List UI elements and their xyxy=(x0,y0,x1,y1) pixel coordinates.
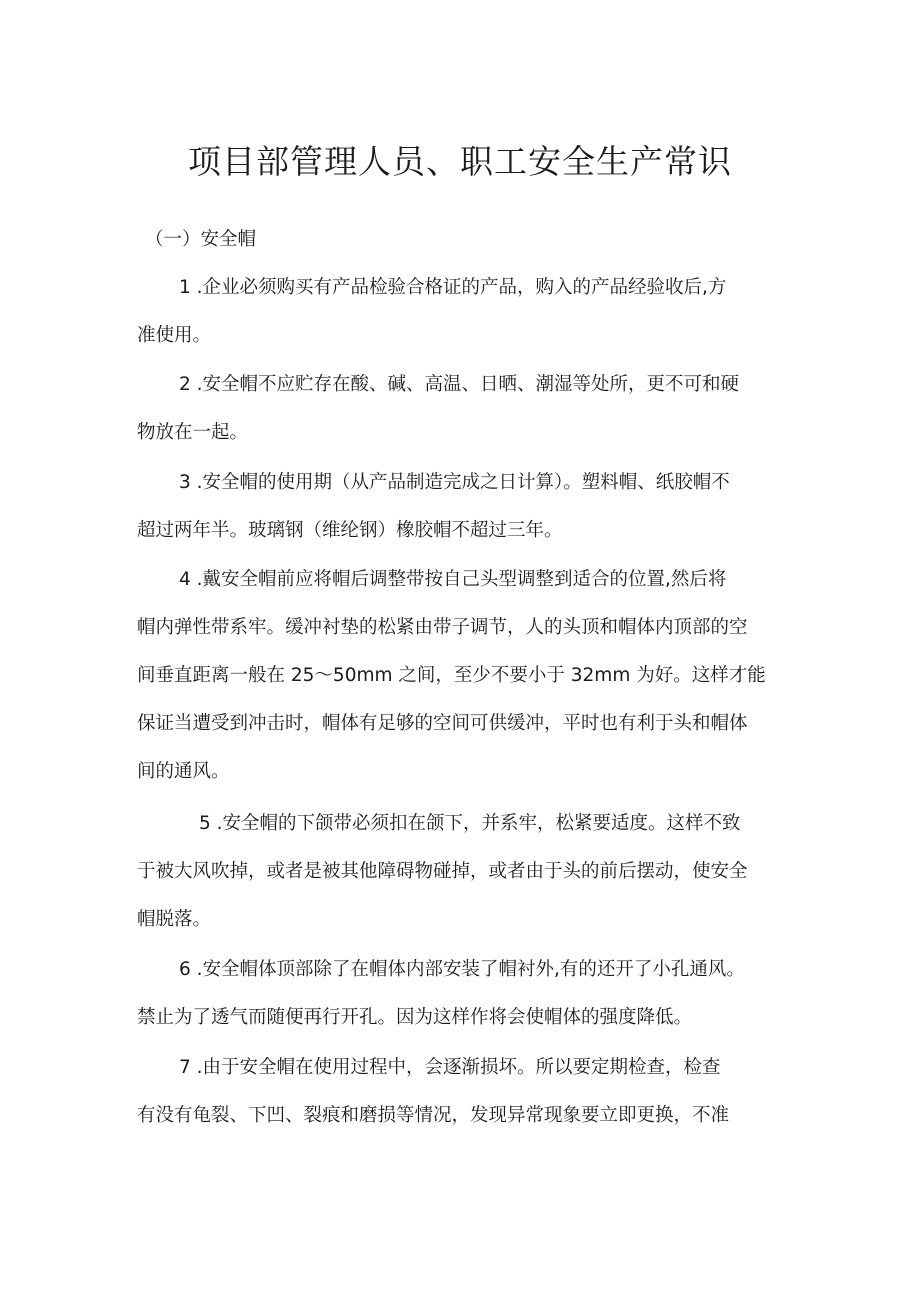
paragraph-line: 5 .安全帽的下颌带必须扣在颌下，并系牢，松紧要适度。这样不致 xyxy=(199,813,741,834)
list-item-7 xyxy=(137,1044,797,1140)
list-item-6 xyxy=(137,946,797,1042)
paragraph-line: 间的通风。 xyxy=(137,761,230,782)
paragraph-line: 1 .企业必须购买有产品检验合格证的产品，购入的产品经验收后,方 xyxy=(179,277,727,298)
list-item-4 xyxy=(137,556,797,796)
paragraph-line: 物放在一起。 xyxy=(137,422,249,443)
paragraph-line: 帽脱落。 xyxy=(137,909,212,930)
paragraph-line: 间垂直距离一般在 25～50mm 之间，至少不要小于 32mm 为好。这样才能 xyxy=(137,665,766,686)
list-item-1 xyxy=(137,264,797,360)
paragraph-line: 7 .由于安全帽在使用过程中，会逐渐损坏。所以要定期检查，检查 xyxy=(179,1057,721,1078)
document-title: 项目部管理人员、职工安全生产常识 xyxy=(188,142,732,181)
section-heading: （一）安全帽 xyxy=(145,229,257,250)
paragraph-line: 保证当遭受到冲击时，帽体有足够的空间可供缓冲，平时也有利于头和帽体 xyxy=(137,713,748,734)
paragraph-line: 于被大风吹掉，或者是被其他障碍物碰掉，或者由于头的前后摆动，使安全 xyxy=(137,861,748,882)
paragraph-line: 禁止为了透气而随便再行开孔。因为这样作将会使帽体的强度降低。 xyxy=(137,1007,693,1028)
paragraph-line: 帽内弹性带系牢。缓冲衬垫的松紧由带子调节，人的头顶和帽体内顶部的空 xyxy=(137,617,748,638)
paragraph-line: 准使用。 xyxy=(137,325,212,346)
paragraph-line: 2 .安全帽不应贮存在酸、碱、高温、日晒、潮湿等处所，更不可和硬 xyxy=(179,374,740,395)
paragraph-line: 6 .安全帽体顶部除了在帽体内部安装了帽衬外,有的还开了小孔通风。 xyxy=(179,959,745,980)
list-item-3 xyxy=(137,459,797,555)
paragraph-line: 超过两年半。玻璃钢（维纶钢）橡胶帽不超过三年。 xyxy=(137,520,563,541)
paragraph-line: 4 .戴安全帽前应将帽后调整带按自己头型调整到适合的位置,然后将 xyxy=(179,569,727,590)
list-item-2 xyxy=(137,361,797,457)
paragraph-line: 有没有龟裂、下凹、裂痕和磨损等情况，发现异常现象要立即更换，不准 xyxy=(137,1105,730,1126)
list-item-5 xyxy=(137,800,797,944)
paragraph-line: 3 .安全帽的使用期（从产品制造完成之日计算）。塑料帽、纸胶帽不 xyxy=(179,472,730,493)
